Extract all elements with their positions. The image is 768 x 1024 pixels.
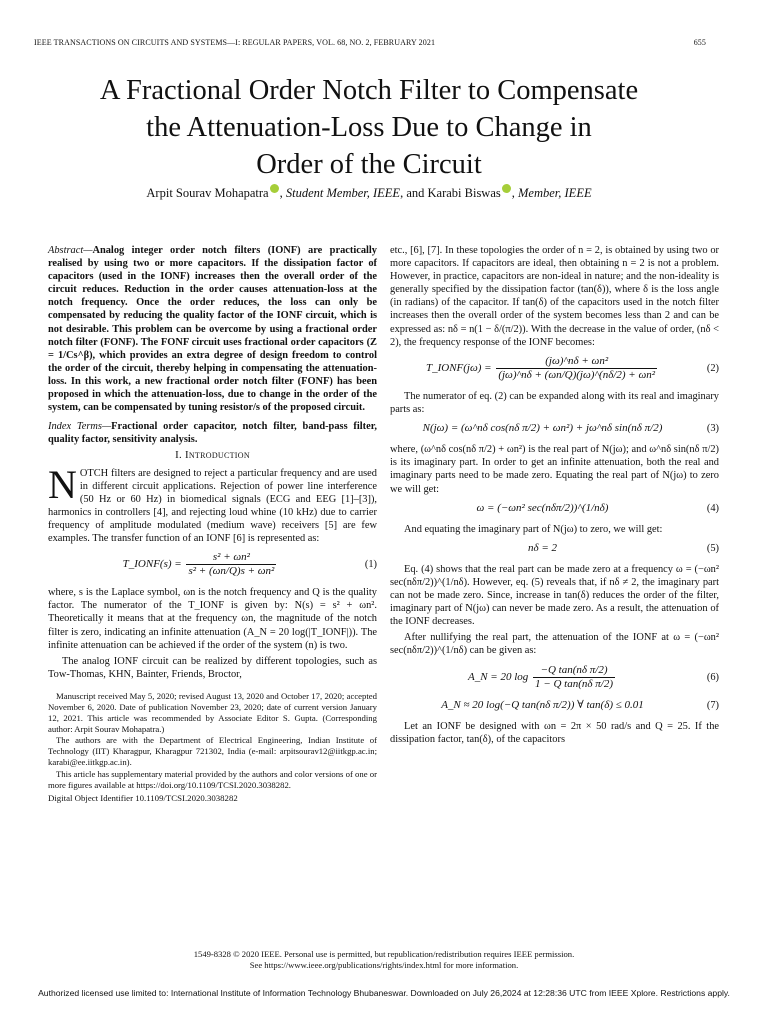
section-heading-introduction: I. Introduction: [175, 449, 250, 462]
equation-7: [390, 699, 719, 712]
intro-text-1: OTCH filters are designed to reject a particular frequency and are used in different circuit applications. Rejection of power line interference (50 Hz or 60 Hz) in biomedical signals (ECG and EEG [1]–[3]), harmonics in controllers [4], and rejecting loud whine (10 kHz) due to carrier frequency of amplitude modulated (medium wave) receivers [5] are few examples. The transfer function of an IONF [6] is represented as:: [48, 467, 377, 544]
index-terms-lead: Index Terms—: [48, 421, 112, 433]
eq1-lhs: T_IONF(s) =: [122, 558, 182, 571]
equation-1: [48, 551, 377, 578]
eq6-number: (6): [706, 671, 719, 683]
footnote-supplementary: This article has supplementary material provided by the authors and color versions of one or more figures available at https://doi.org/10.1109/TCSI.2020.3038282.: [48, 768, 377, 790]
footnote-manuscript: Manuscript received May 5, 2020; revised August 13, 2020 and October 17, 2020; accepted November 6, 2020. Date of publication November 23, 2020; date of current version January 12, 2021. This article was recommended by Associate Editor S. Gupta. (Corresponding author: Arpit Sourav Mohapatra.): [48, 690, 377, 735]
paper-title: [30, 72, 708, 183]
eq4-body: ω = (−ωn² sec(nδπ/2))^(1/nδ): [476, 501, 609, 514]
intro-paragraph-1: [48, 461, 377, 546]
eq2-lhs: T_IONF(jω) =: [425, 361, 492, 374]
right-paragraph-2: The numerator of eq. (2) can be expanded along with its real and imaginary parts as:: [390, 390, 719, 416]
eq5-number: (5): [706, 542, 719, 554]
copyright-line-1: 1549-8328 © 2020 IEEE. Personal use is permitted, but republication/redistribution requires IEEE permission.: [193, 949, 575, 959]
title-line-1: A Fractional Order Notch Filter to Compensate: [99, 75, 639, 106]
abstract-lead: Abstract—: [48, 245, 93, 256]
right-column: [390, 244, 719, 749]
orcid-icon[interactable]: [502, 184, 511, 193]
equation-4: [390, 502, 719, 515]
eq6-denominator: 1 − Q tan(nδ π/2): [535, 677, 613, 690]
author-line: Arpit Sourav Mohapatra , Student Member, IEEE, and Karabi Biswas , Member, IEEE: [146, 186, 592, 200]
license-footer: Authorized licensed use limited to: International Institute of Information Technology Bhubaneswar. Downloaded on July 26,2024 at 12:28:36 UTC from IEEE Xplore. Restrictions apply.: [38, 988, 730, 998]
right-paragraph-3: where, (ω^nδ cos(nδ π/2) + ωn²) is the real part of N(jω); and ω^nδ sin(nδ π/2) is its imaginary part. In order to get an infinite attenuation, both the real and imaginary parts need to be made zero. Equating the real part of N(jω) to zero we will get:: [390, 444, 719, 495]
eq3-number: (3): [706, 423, 719, 435]
eq7-number: (7): [706, 699, 719, 711]
copyright-notice: [40, 949, 728, 971]
right-paragraph-1: etc., [6], [7]. In these topologies the order of n = 2, is obtained by using two or more capacitors. If capacitors are ideal, then obtaining n = 2 is not a problem. However, in practice, capacitors are non-ideal in nature; and the non-ideality is generally specified by the dissipation factor (tan(δ)), where δ is the loss angle (in radians) of the capacitor. If tan(δ) of the capacitors used in the notch filter increases then the overall order of the system becomes less than 2 and can be expressed as: nδ = n(1 − δ/(π/2)). With the decrease in the value of order, (nδ < 2), the frequency response of the IONF becomes:: [390, 245, 719, 348]
right-paragraph-6: After nullifying the real part, the attenuation of the IONF at ω = (−ωn² sec(nδπ/2))^(1/nδ) can be given as:: [390, 632, 719, 657]
author-1-role: Student Member, IEEE: [285, 186, 401, 200]
right-paragraph-5: Eq. (4) shows that the real part can be made zero at a frequency ω = (−ωn² sec(nδπ/2))^(1/nδ). However, eq. (5) reveals that, if nδ ≠ 2, the imaginary part can not be made zero. Since, increase in tan(δ) reduces the order of the filter, imaginary part of N(jω) can never be made zero. As a result, the attenuation of the IONF decreases.: [390, 563, 719, 628]
eq3-body: N(jω) = (ω^nδ cos(nδ π/2) + ωn²) + jω^nδ sin(nδ π/2): [422, 422, 663, 435]
right-paragraph-4: And equating the imaginary part of N(jω) to zero, we will get:: [404, 523, 663, 535]
footnote-affiliation: The authors are with the Department of Electrical Engineering, Indian Institute of Technology (IIT) Kharagpur, Kharagpur 721302, India (e-mail: arpitsourav12@iitkgp.ac.in; karabi@ee.iitkgp.ac.in).: [48, 735, 377, 768]
abstract-text-2: (Z = 1/Cs^β), which provides an extra degree of design freedom to control the order of the circuit, thereby helping in compensating the attenuation-loss. In this work, a new fractional order notch filter (FONF) has been proposed in which the attenuation-loss, due to change in the order of the system, can be compensated by tuning resistor/s of the proposed circuit.: [48, 336, 377, 414]
eq2-denominator: (jω)^nδ + (ωn/Q)(jω)^(nδ/2) + ωn²: [498, 368, 656, 381]
eq6-numerator: −Q tan(nδ π/2): [533, 664, 615, 678]
eq4-number: (4): [706, 502, 719, 514]
equation-6: [390, 664, 719, 691]
footnote: [48, 691, 377, 804]
author-1-name: Arpit Sourav Mohapatra: [146, 186, 269, 200]
eq1-denominator: s² + (ωn/Q)s + ωn²: [188, 565, 275, 578]
index-terms: [48, 420, 377, 446]
page-number: 655: [693, 38, 706, 47]
drop-cap: N: [48, 461, 77, 507]
author-2-role: Member, IEEE: [518, 186, 592, 200]
eq1-number: (1): [364, 559, 377, 571]
title-line-2: the Attenuation-Loss Due to Change in: [146, 112, 592, 143]
equation-2: [390, 355, 719, 382]
abstract: [48, 244, 377, 414]
eq1-numerator: s² + ωn²: [186, 551, 276, 565]
index-terms-text: Fractional order capacitor, notch filter, band-pass filter, quality factor, sensitivity analysis.: [48, 421, 377, 446]
right-paragraph-7: Let an IONF be designed with ωn = 2π × 50 rad/s and Q = 25. If the dissipation factor, tan(δ), of the capacitors: [390, 720, 719, 745]
equation-5: [390, 542, 719, 555]
author-joiner: , and: [400, 186, 428, 200]
intro-paragraph-3: The analog IONF circuit can be realized by different topologies, such as Tow-Thomas, KHN, Bainter, Friends, Broctor,: [48, 655, 377, 680]
eq7-body: A_N ≈ 20 log(−Q tan(nδ π/2)) ∀ tan(δ) ≤ 0.01: [441, 698, 644, 711]
abstract-text-1: Analog integer order notch filters (IONF) are practically realised by using two or more capacitors. If the dissipation factor of capacitors (used in the IONF) increases then the overall order of the circuit reduces. Reduction in the order causes attenuation-loss at the notch frequency. Once the order reduces, the loss can only be compensated by reducing the quality factor of the IONF circuit, which is not desirable. This problem can be overcome by using a fractional order notch filter (FONF). The FONF circuit uses fractional order capacitors: [48, 245, 377, 348]
journal-header: IEEE TRANSACTIONS ON CIRCUITS AND SYSTEMS—I: REGULAR PAPERS, VOL. 68, NO. 2, FEBRUARY 2021: [34, 38, 436, 47]
eq2-numerator: (jω)^nδ + ωn²: [496, 355, 657, 369]
copyright-line-2: See https://www.ieee.org/publications/rights/index.html for more information.: [249, 960, 519, 970]
left-column: [48, 244, 377, 804]
title-line-3: Order of the Circuit: [256, 149, 482, 180]
equation-3: [390, 422, 719, 435]
footnote-doi: Digital Object Identifier 10.1109/TCSI.2020.3038282: [48, 792, 238, 803]
eq2-number: (2): [706, 362, 719, 374]
eq6-lhs: A_N = 20 log: [468, 670, 529, 683]
intro-paragraph-2: where, s is the Laplace symbol, ωn is the notch frequency and Q is the quality factor. The numerator of the T_IONF is given by: N(s) = s² + ωn². Theoretically it means that at the frequency ωn, the magnitude of the notch filter is zero, indicating an infinite attenuation (A_N = 20 log(|T_IONF|)). The infinite attenuation can be achieved if the order of the system (n) is two.: [48, 587, 377, 651]
author-2-name: Karabi Biswas: [427, 186, 501, 200]
eq5-body: nδ = 2: [527, 541, 558, 554]
orcid-icon[interactable]: [270, 184, 279, 193]
